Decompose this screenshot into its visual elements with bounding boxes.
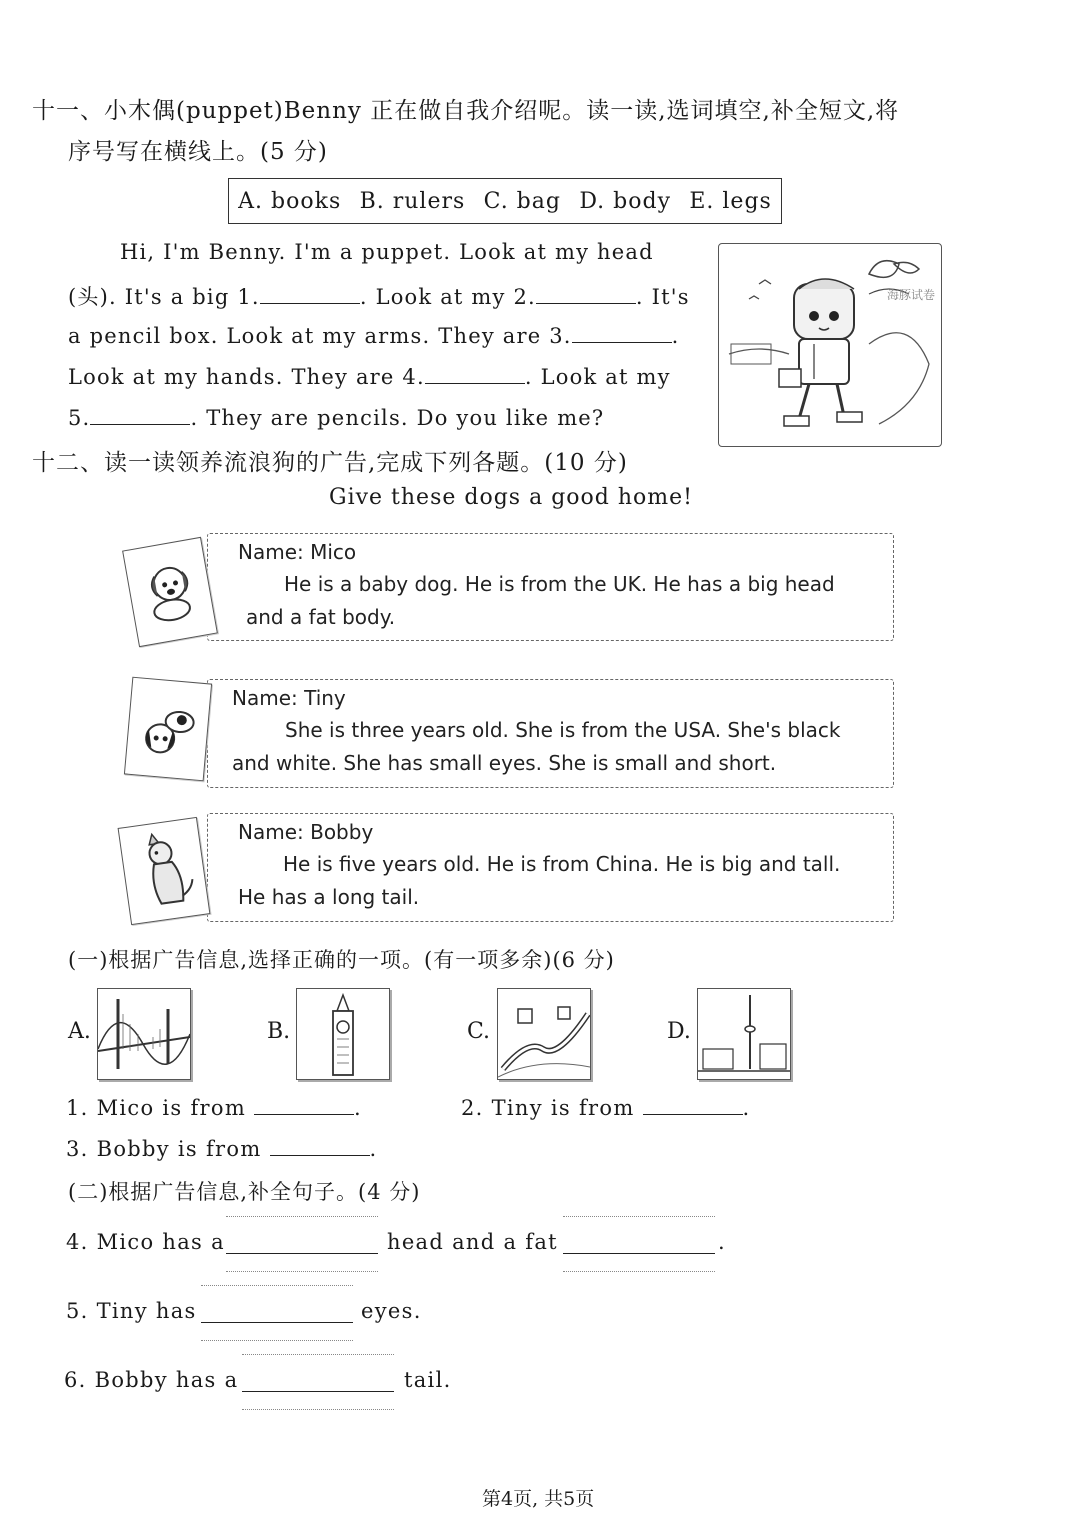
writing-line-guide bbox=[242, 1409, 394, 1410]
dog-card-mico bbox=[207, 533, 894, 641]
blank-1[interactable] bbox=[260, 283, 360, 304]
ad-heading: Give these dogs a good home! bbox=[329, 485, 693, 510]
writing-line-guide bbox=[201, 1285, 353, 1286]
question-6-start: 6. Bobby has a bbox=[64, 1368, 239, 1392]
writing-line-guide bbox=[242, 1354, 394, 1355]
option-e: E. legs bbox=[689, 188, 772, 214]
passage-line-3: a pencil box. Look at my arms. They are 3. . bbox=[68, 324, 680, 348]
question-3: 3. Bobby is from . bbox=[66, 1137, 378, 1161]
dog-desc-line2: He has a long tail. bbox=[238, 885, 420, 909]
question-4-start: 4. Mico has a bbox=[66, 1230, 225, 1254]
section-11-title-line1: 十一、小木偶(puppet)Benny 正在做自我介绍呢。读一读,选词填空,补全短文,将 bbox=[32, 98, 900, 124]
picture-label-d: D. bbox=[667, 1019, 691, 1044]
passage-line-1: Hi, I'm Benny. I'm a puppet. Look at my head bbox=[120, 240, 654, 264]
option-b: B. rulers bbox=[359, 188, 466, 214]
dog-card-tiny bbox=[207, 679, 894, 788]
answer-blank-3[interactable] bbox=[270, 1135, 370, 1156]
answer-blank-1[interactable] bbox=[254, 1094, 354, 1115]
writing-line-guide bbox=[563, 1216, 715, 1217]
question-5-start: 5. Tiny has bbox=[66, 1299, 197, 1323]
question-4-end: . bbox=[718, 1230, 726, 1254]
puppy-icon bbox=[123, 538, 216, 646]
picture-b bbox=[296, 988, 390, 1080]
answer-blank-4a[interactable] bbox=[226, 1253, 378, 1254]
question-2: 2. Tiny is from . bbox=[461, 1096, 751, 1120]
picture-label-c: C. bbox=[467, 1019, 491, 1044]
blank-4[interactable] bbox=[425, 363, 525, 384]
dog-name: Name: Bobby bbox=[238, 820, 374, 844]
option-d: D. body bbox=[579, 188, 671, 214]
golden-gate-bridge-icon bbox=[98, 989, 190, 1079]
part-2-title: (二)根据广告信息,补全句子。(4 分) bbox=[68, 1180, 421, 1204]
dog-desc-line1: He is five years old. He is from China. He is big and tall. bbox=[283, 852, 841, 876]
dog-name: Name: Mico bbox=[238, 540, 357, 564]
mico-photo bbox=[122, 537, 218, 647]
great-wall-icon bbox=[498, 989, 590, 1079]
section-11-title-line2: 序号写在横线上。(5 分) bbox=[68, 139, 328, 165]
spotted-dog-icon bbox=[125, 678, 211, 780]
answer-blank-6[interactable] bbox=[242, 1391, 394, 1392]
question-1: 1. Mico is from . bbox=[66, 1096, 363, 1120]
puppet-illustration bbox=[718, 243, 942, 447]
puppet-drawing-icon bbox=[719, 244, 941, 446]
dog-name: Name: Tiny bbox=[232, 686, 346, 710]
dog-desc-line1: She is three years old. She is from the USA. She's black bbox=[285, 718, 841, 742]
word-options-box bbox=[228, 178, 782, 224]
question-6-end: tail. bbox=[404, 1368, 452, 1392]
passage-line-5: 5. . They are pencils. Do you like me? bbox=[68, 406, 605, 430]
passage-line-4: Look at my hands. They are 4. . Look at my bbox=[68, 365, 671, 389]
option-a: A. books bbox=[238, 188, 342, 214]
dog-card-bobby bbox=[207, 813, 894, 922]
section-12-title: 十二、读一读领养流浪狗的广告,完成下列各题。(10 分) bbox=[32, 450, 628, 476]
answer-blank-4b[interactable] bbox=[563, 1253, 715, 1254]
tiny-photo bbox=[124, 677, 212, 782]
blank-2[interactable] bbox=[536, 283, 636, 304]
picture-label-b: B. bbox=[267, 1019, 291, 1044]
writing-line-guide bbox=[563, 1271, 715, 1272]
passage-line-2: (头). It's a big 1. . Look at my 2. . It's bbox=[68, 285, 690, 309]
page-number: 第4页, 共5页 bbox=[482, 1488, 595, 1510]
writing-line-guide bbox=[226, 1271, 378, 1272]
cn-tower-icon bbox=[698, 989, 790, 1079]
part-1-title: (一)根据广告信息,选择正确的一项。(有一项多余)(6 分) bbox=[68, 948, 615, 972]
picture-a bbox=[97, 988, 191, 1080]
question-4-middle: head and a fat bbox=[387, 1230, 558, 1254]
answer-blank-5[interactable] bbox=[201, 1322, 353, 1323]
blank-3[interactable] bbox=[572, 322, 672, 343]
picture-d bbox=[697, 988, 791, 1080]
writing-line-guide bbox=[201, 1340, 353, 1341]
answer-blank-2[interactable] bbox=[643, 1094, 743, 1115]
dog-desc-line2: and white. She has small eyes. She is small and short. bbox=[232, 751, 777, 775]
dog-desc-line1: He is a baby dog. He is from the UK. He has a big head bbox=[284, 572, 835, 596]
dog-desc-line2: and a fat body. bbox=[246, 605, 396, 629]
sitting-dog-icon bbox=[119, 818, 210, 924]
question-5-end: eyes. bbox=[361, 1299, 422, 1323]
bobby-photo bbox=[118, 817, 211, 925]
option-c: C. bag bbox=[483, 188, 561, 214]
watermark-text: 海豚试卷 bbox=[886, 288, 935, 302]
picture-label-a: A. bbox=[68, 1019, 91, 1044]
big-ben-icon bbox=[297, 989, 389, 1079]
blank-5[interactable] bbox=[90, 404, 190, 425]
writing-line-guide bbox=[226, 1216, 378, 1217]
picture-c bbox=[497, 988, 591, 1080]
